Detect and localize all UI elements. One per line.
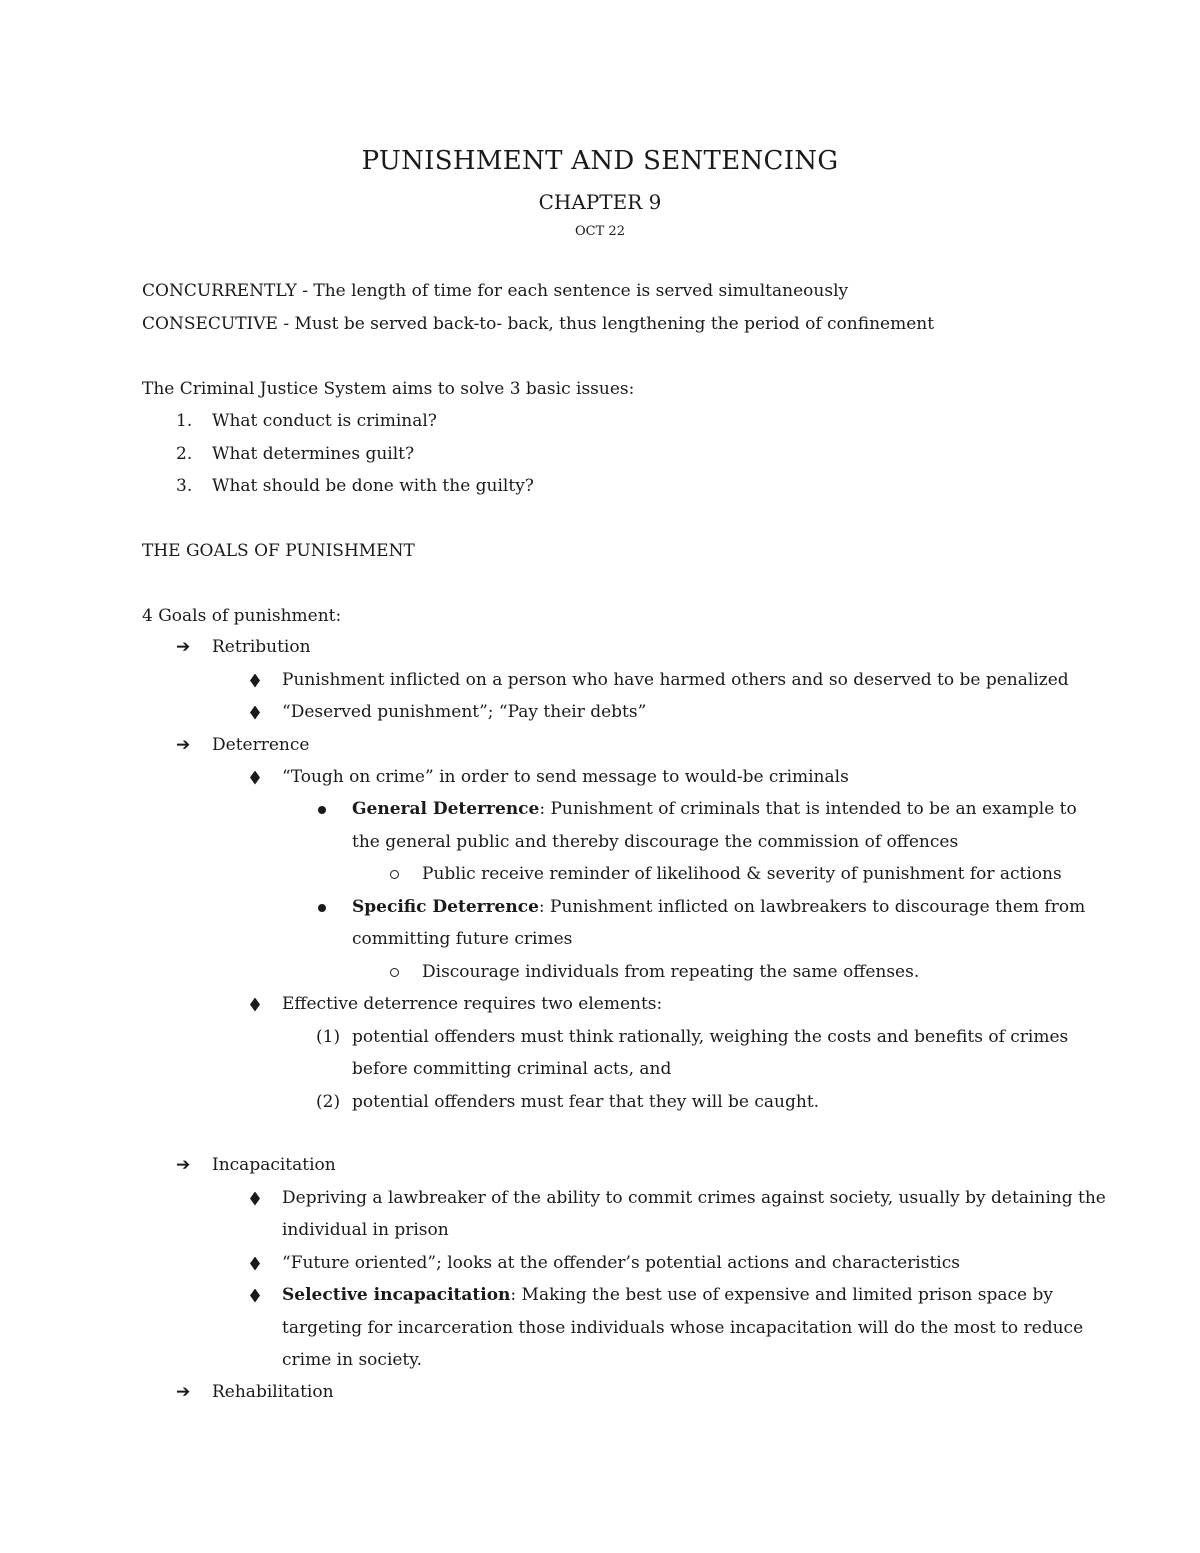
selective-incapacitation-cont: targeting for incarceration those individuals whose incapacitation will do the most to reduce: [282, 1318, 1084, 1338]
goal-deterrence: Deterrence: [212, 735, 310, 755]
diamond-bullet-icon: [250, 993, 260, 1015]
incapacitation-point: Depriving a lawbreaker of the ability to commit crimes against society, usually by detaining the: [282, 1188, 1106, 1208]
element-text: potential offenders must fear that they will be caught.: [352, 1092, 820, 1112]
chapter-label: CHAPTER 9: [538, 190, 662, 214]
incapacitation-point: “Future oriented”; looks at the offender’s potential actions and characteristics: [282, 1253, 960, 1273]
list-item: What determines guilt?: [212, 444, 415, 464]
selective-incapacitation-term: Selective incapacitation: [282, 1285, 511, 1305]
specific-deterrence: [352, 896, 1085, 918]
deterrence-point: “Tough on crime” in order to send message to would-be criminals: [282, 767, 849, 787]
general-deterrence-sub: Public receive reminder of likelihood & severity of punishment for actions: [422, 864, 1062, 884]
page-title: PUNISHMENT AND SENTENCING: [361, 146, 839, 176]
goal-retribution: Retribution: [212, 637, 311, 657]
general-deterrence-term: General Deterrence: [352, 799, 540, 819]
list-number: 2.: [176, 444, 193, 464]
general-deterrence-def: : Punishment of criminals that is intended to be an example to: [539, 799, 1077, 819]
selective-incapacitation-cont: crime in society.: [282, 1350, 423, 1370]
arrow-icon: ➔: [176, 735, 191, 755]
element-number: (1): [316, 1027, 341, 1047]
definition-concurrently: CONCURRENTLY - The length of time for each sentence is served simultaneously: [142, 281, 849, 301]
arrow-icon: ➔: [176, 637, 191, 657]
specific-deterrence-def-cont: committing future crimes: [352, 929, 573, 949]
selective-incapacitation-def: : Making the best use of expensive and limited prison space by: [510, 1285, 1054, 1305]
intro-text: The Criminal Justice System aims to solve 3 basic issues:: [142, 379, 635, 399]
dot-bullet-icon: [318, 896, 326, 918]
goals-intro: 4 Goals of punishment:: [142, 606, 342, 626]
retribution-point: “Deserved punishment”; “Pay their debts”: [282, 702, 647, 722]
element-number: (2): [316, 1092, 341, 1112]
goal-incapacitation: Incapacitation: [212, 1155, 336, 1175]
general-deterrence-def-cont: the general public and thereby discourage the commission of offences: [352, 832, 959, 852]
diamond-bullet-icon: [250, 766, 260, 788]
diamond-bullet-icon: [250, 1284, 260, 1306]
general-deterrence: [352, 798, 1077, 820]
specific-deterrence-term: Specific Deterrence: [352, 897, 539, 917]
list-item: What conduct is criminal?: [212, 411, 437, 431]
arrow-icon: ➔: [176, 1382, 191, 1402]
diamond-bullet-icon: [250, 669, 260, 691]
date-label: OCT 22: [575, 224, 625, 239]
section-heading: THE GOALS OF PUNISHMENT: [142, 541, 415, 561]
element-text-cont: before committing criminal acts, and: [352, 1059, 672, 1079]
specific-deterrence-def: : Punishment inflicted on lawbreakers to discourage them from: [538, 897, 1086, 917]
circle-bullet-icon: [390, 961, 399, 983]
list-item: What should be done with the guilty?: [212, 476, 534, 496]
incapacitation-point-cont: individual in prison: [282, 1220, 449, 1240]
definition-consecutive: CONSECUTIVE - Must be served back-to- back, thus lengthening the period of confinement: [142, 314, 935, 334]
deterrence-point: Effective deterrence requires two elements:: [282, 994, 663, 1014]
specific-deterrence-sub: Discourage individuals from repeating the same offenses.: [422, 962, 920, 982]
diamond-bullet-icon: [250, 1252, 260, 1274]
list-number: 1.: [176, 411, 193, 431]
list-number: 3.: [176, 476, 193, 496]
diamond-bullet-icon: [250, 701, 260, 723]
arrow-icon: ➔: [176, 1155, 191, 1175]
dot-bullet-icon: [318, 798, 326, 820]
element-text: potential offenders must think rationally, weighing the costs and benefits of crimes: [352, 1027, 1069, 1047]
circle-bullet-icon: [390, 863, 399, 885]
retribution-point: Punishment inflicted on a person who have harmed others and so deserved to be penalized: [282, 670, 1069, 690]
diamond-bullet-icon: [250, 1187, 260, 1209]
selective-incapacitation: [282, 1284, 1053, 1306]
goal-rehabilitation: Rehabilitation: [212, 1382, 334, 1402]
